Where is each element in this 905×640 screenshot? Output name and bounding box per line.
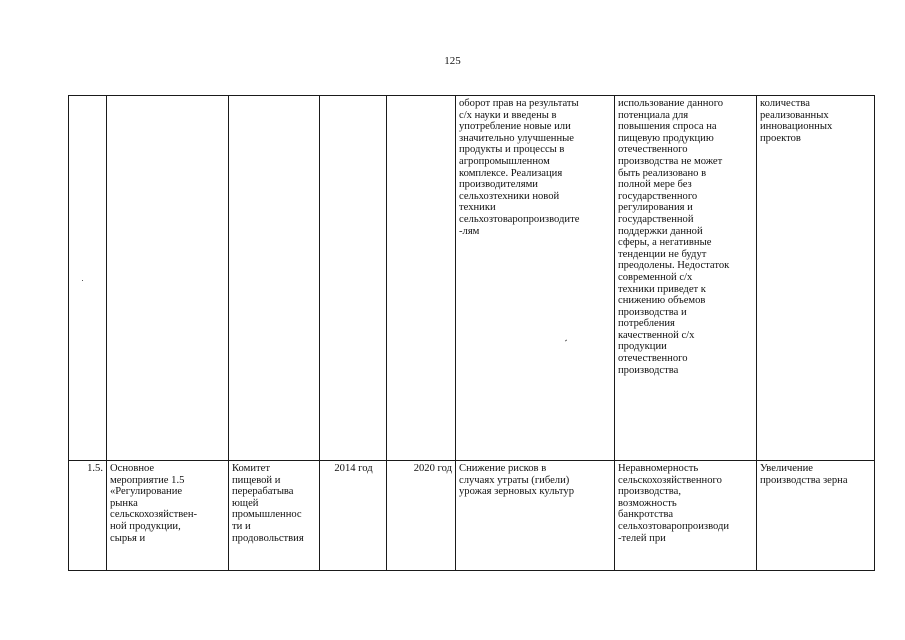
cell-consequences: использование данного потенциала для повышения спроса на пищевую продукцию отечественного производства не может быть реализовано в полной мере без государственного регулирования и государственной поддержки данной сферы, а негативные тенденции не будут преодолены. Недостаток современной с/х техники приведет к снижению объемов производства и потребления качественной с/х продукции отечественного производства <box>615 96 757 461</box>
table-row <box>69 461 875 571</box>
page-number: 125 <box>444 55 461 67</box>
cell-result: оборот прав на результаты с/х науки и введены в употребление новые или значительно улучшенные продукты и процессы в агропромышленном комплексе. Реализация производителями сельхозтехники новой техники сельхозтоваропроизводите -лям <box>456 96 615 461</box>
cell-indicators: количества реализованных инновационных проектов <box>757 96 875 461</box>
cell-start <box>320 96 387 461</box>
program-table <box>68 95 875 571</box>
cell-executor: Комитет пищевой и перерабатыва ющей промышленнос ти и продовольствия <box>229 461 320 571</box>
cell-num <box>69 96 107 461</box>
scan-speck <box>82 280 83 281</box>
cell-consequences: Неравномерность сельскохозяйственного производства, возможность банкротства сельхозтоваропроизводи -телей при <box>615 461 757 571</box>
cell-event: Основное мероприятие 1.5 «Регулирование рынка сельскохозяйствен- ной продукции, сырья и <box>107 461 229 571</box>
cell-result: Снижение рисков в случаях утраты (гибели) урожая зерновых культур <box>456 461 615 571</box>
cell-executor <box>229 96 320 461</box>
table-row <box>69 96 875 461</box>
cell-end: 2020 год <box>387 461 456 571</box>
cell-indicators: Увеличение производства зерна <box>757 461 875 571</box>
cell-start: 2014 год <box>320 461 387 571</box>
cell-event <box>107 96 229 461</box>
cell-num: 1.5. <box>69 461 107 571</box>
cell-end <box>387 96 456 461</box>
